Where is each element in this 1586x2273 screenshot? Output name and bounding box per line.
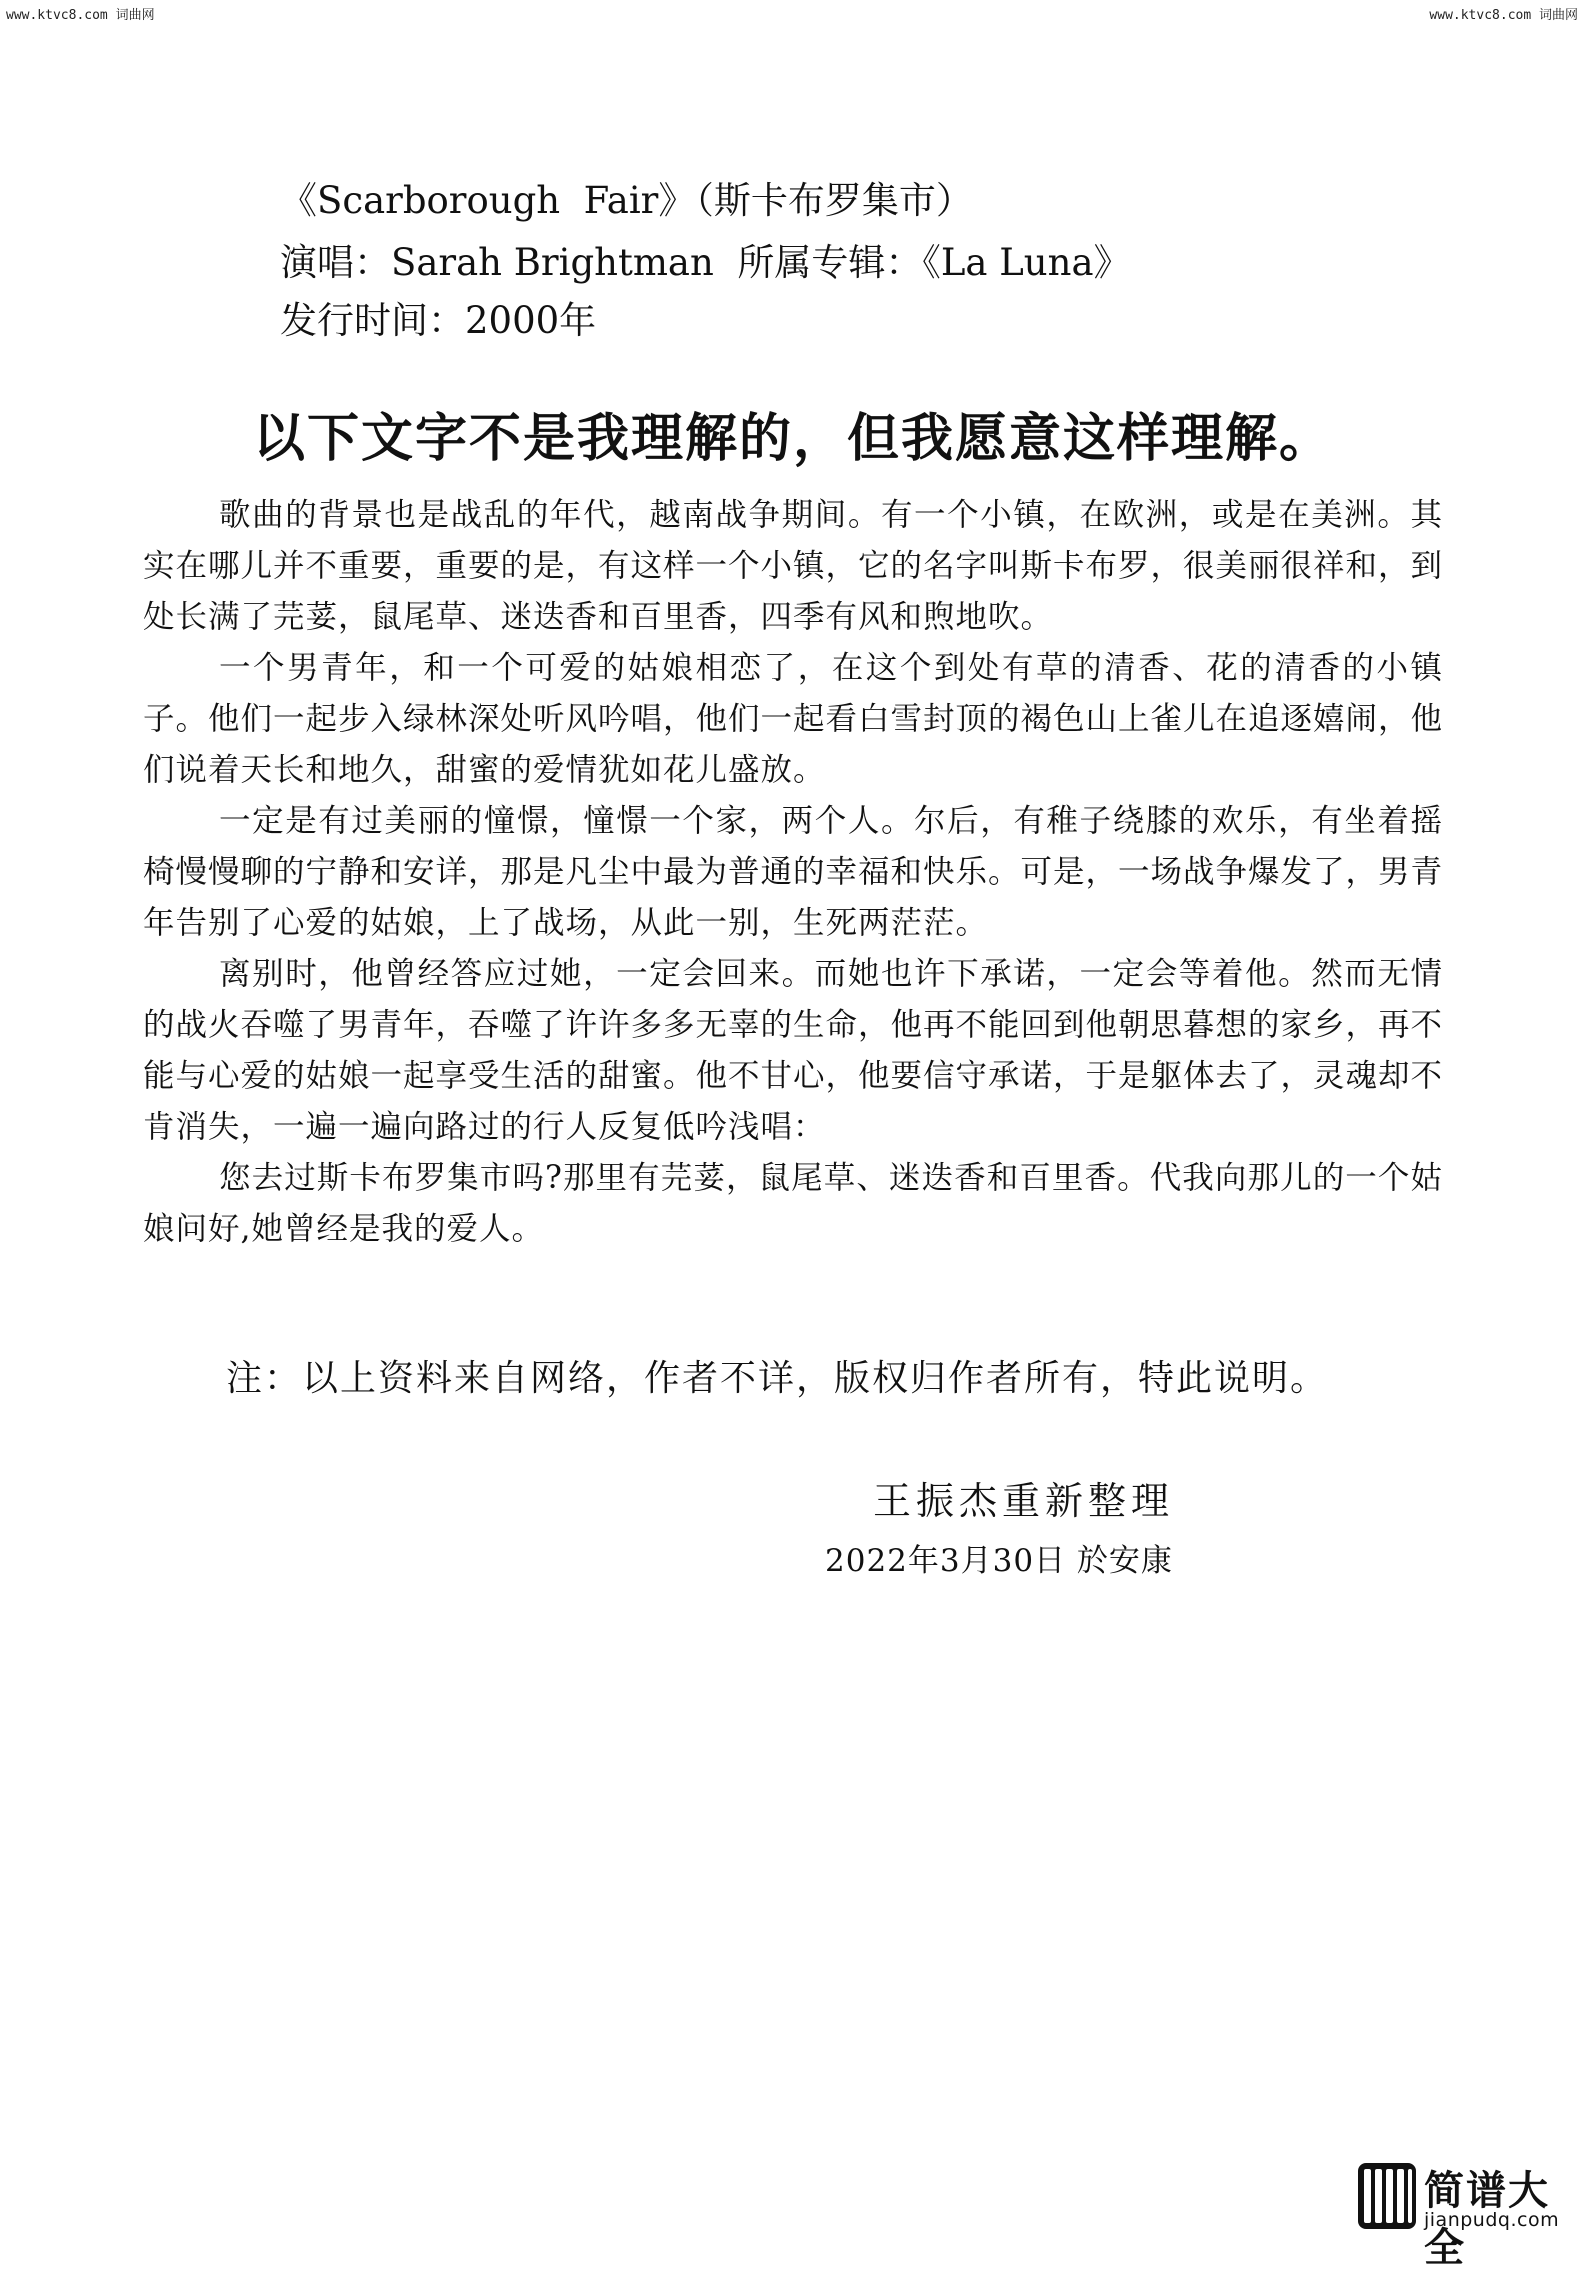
story-body xyxy=(143,490,1443,1255)
song-title-line: 《Scarborough Fair》（斯卡布罗集市） xyxy=(280,179,973,222)
piano-keys-icon xyxy=(1358,2163,1416,2229)
signature-name: 王振杰重新整理 xyxy=(873,1479,1175,1523)
signature-date: 2022年3月30日 於安康 xyxy=(825,1543,1173,1579)
singer-album-line: 演唱：Sarah Brightman 所属专辑：《La Luna》 xyxy=(280,241,1131,284)
logo-url: jianpudq.com xyxy=(1424,2209,1560,2231)
source-note: 注：以上资料来自网络，作者不详，版权归作者所有，特此说明。 xyxy=(226,1358,1329,1399)
paragraph: 歌曲的背景也是战乱的年代，越南战争期间。有一个小镇，在欧洲，或是在美洲。其实在哪儿并不重要，重要的是，有这样一个小镇，它的名字叫斯卡布罗，很美丽很祥和，到处长满了芫荽，鼠尾草、迷迭香和百里香，四季有风和煦地吹。 xyxy=(143,497,1444,635)
header-right-watermark: www.ktvc8.com 词曲网 xyxy=(1429,8,1578,23)
paragraph: 您去过斯卡布罗集市吗?那里有芫荽，鼠尾草、迷迭香和百里香。代我向那儿的一个姑娘问好,她曾经是我的爱人。 xyxy=(143,1160,1443,1247)
paragraph: 离别时，他曾经答应过她，一定会回来。而她也许下承诺，一定会等着他。然而无情的战火吞噬了男青年，吞噬了许许多多无辜的生命，他再不能回到他朝思暮想的家乡，再不能与心爱的姑娘一起享受生活的甜蜜。他不甘心，他要信守承诺，于是躯体去了，灵魂却不肯消失，一遍一遍向路过的行人反复低吟浅唱： xyxy=(143,956,1444,1145)
paragraph: 一个男青年，和一个可爱的姑娘相恋了，在这个到处有草的清香、花的清香的小镇子。他们一起步入绿林深处听风吟唱，他们一起看白雪封顶的褐色山上雀儿在追逐嬉闹，他们说着天长和地久，甜蜜的爱情犹如花儿盛放。 xyxy=(143,650,1444,788)
paragraph: 一定是有过美丽的憧憬，憧憬一个家，两个人。尔后，有稚子绕膝的欢乐，有坐着摇椅慢慢聊的宁静和安详，那是凡尘中最为普通的幸福和快乐。可是，一场战争爆发了，男青年告别了心爱的姑娘，上了战场，从此一别，生死两茫茫。 xyxy=(143,803,1444,941)
headline: 以下文字不是我理解的，但我愿意这样理解。 xyxy=(252,408,1333,469)
header-left-watermark: www.ktvc8.com 词曲网 xyxy=(6,8,155,23)
site-logo xyxy=(1358,2159,1574,2271)
logo-title: 简谱大全 xyxy=(1424,2168,1550,2271)
release-date-line: 发行时间：2000年 xyxy=(280,299,597,342)
